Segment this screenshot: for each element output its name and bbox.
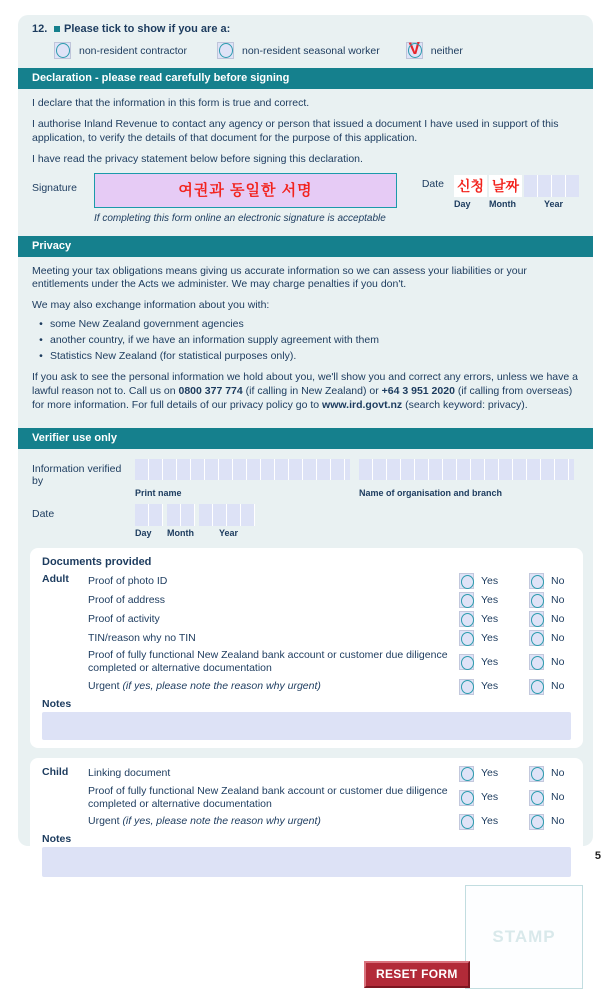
child-notes-field[interactable]	[42, 847, 571, 877]
child-row-bank-account	[42, 785, 571, 811]
yes-label: Yes	[481, 680, 499, 693]
document-item-label: Urgent	[88, 815, 123, 828]
privacy-paragraph-2: We may also exchange information about you with:	[32, 299, 270, 312]
month-caption: Month	[167, 528, 194, 539]
adult-row-urgent	[42, 679, 571, 695]
reset-form-button[interactable]: RESET FORM	[364, 961, 470, 988]
yes-label: Yes	[481, 612, 499, 625]
no-label: No	[551, 631, 565, 644]
checkbox-non-resident-contractor[interactable]	[54, 42, 71, 59]
adult-address-yes-checkbox[interactable]	[459, 592, 474, 608]
privacy-body	[18, 257, 593, 429]
adult-urgent-yes-checkbox[interactable]	[459, 679, 474, 695]
adult-bank-no-checkbox[interactable]	[529, 654, 544, 670]
bullet-text: Statistics New Zealand (for statistical purposes only).	[50, 349, 297, 362]
organisation-caption: Name of organisation and branch	[359, 488, 503, 499]
adult-row-activity	[42, 611, 571, 627]
document-item-label: Proof of fully functional New Zealand bank account or customer due diligence completed or alternative documentation	[88, 649, 448, 675]
document-item-label: Proof of address	[88, 593, 166, 606]
checkbox-neither[interactable]	[406, 38, 423, 59]
document-item-label: Urgent	[88, 680, 123, 693]
signature-field[interactable]	[94, 173, 397, 208]
adult-bank-yes-checkbox[interactable]	[459, 654, 474, 670]
date-day-field[interactable]	[454, 175, 487, 197]
option-non-resident-contractor	[54, 42, 187, 59]
no-label: No	[551, 612, 565, 625]
bullet-dot-icon: •	[39, 318, 43, 331]
phone-overseas: +64 3 951 2020	[381, 384, 455, 397]
bullet-text: some New Zealand government agencies	[50, 318, 244, 331]
yes-label: Yes	[481, 655, 499, 668]
date-label: Date	[421, 178, 444, 191]
declaration-body	[18, 89, 593, 236]
verifier-date-label: Date	[32, 508, 55, 521]
declaration-paragraph-1: I declare that the information in this form is true and correct.	[32, 97, 310, 109]
privacy-text: (search keyword: privacy).	[402, 398, 528, 411]
question-number: 12.	[32, 23, 48, 35]
signature-value: 여권과 동일한 서명	[178, 182, 313, 200]
verifier-date-month-field[interactable]	[167, 504, 195, 526]
urgent-note: (if yes, please note the reason why urgent)	[122, 680, 321, 693]
privacy-section-header: Privacy	[18, 236, 593, 257]
adult-row-photo-id	[42, 573, 571, 589]
no-label: No	[551, 815, 565, 828]
adult-row-address	[42, 592, 571, 608]
date-month-value: 날짜	[491, 178, 520, 195]
declaration-paragraph-2: I authorise Inland Revenue to contact any agency or person that issued a document I have used in support of this application, to verify the details of that document for the purpose of this application.	[32, 117, 559, 144]
footer-area	[18, 885, 593, 997]
tick-mark: V	[408, 38, 421, 59]
privacy-bullet-3	[32, 350, 579, 364]
print-name-field[interactable]	[135, 459, 350, 480]
signature-note: If completing this form online an electronic signature is acceptable	[94, 213, 386, 225]
verifier-date-year-field[interactable]	[199, 504, 255, 526]
adult-tin-no-checkbox[interactable]	[529, 630, 544, 646]
option-label: non-resident contractor	[79, 44, 187, 57]
bullet-dot-icon: •	[39, 334, 43, 347]
adult-address-no-checkbox[interactable]	[529, 592, 544, 608]
declaration-section-header: Declaration - please read carefully before signing	[18, 68, 593, 89]
information-verified-by-label: Information verified by	[32, 463, 122, 488]
privacy-text: (if calling in New Zealand) or	[242, 384, 382, 397]
adult-photo-id-no-checkbox[interactable]	[529, 573, 544, 589]
privacy-text: If you ask to see the personal information we hold about you, we'll show you and correct any errors, unless we have a lawful reason not to. Call us on	[32, 370, 578, 397]
day-caption: Day	[135, 528, 152, 539]
adult-notes-field[interactable]	[42, 712, 571, 740]
privacy-bullet-2	[32, 334, 579, 348]
checkbox-non-resident-seasonal-worker[interactable]	[217, 42, 234, 59]
child-bank-yes-checkbox[interactable]	[459, 790, 474, 806]
month-caption: Month	[489, 199, 516, 210]
date-day-value: 신청	[456, 178, 485, 195]
adult-photo-id-yes-checkbox[interactable]	[459, 573, 474, 589]
child-linking-no-checkbox[interactable]	[529, 766, 544, 782]
year-caption: Year	[544, 199, 564, 210]
privacy-paragraph-3	[32, 371, 579, 413]
verifier-section-header: Verifier use only	[18, 428, 593, 449]
document-item-label: Linking document	[88, 767, 171, 780]
documents-provided-card	[30, 548, 583, 747]
child-documents-card	[30, 758, 583, 885]
option-neither	[406, 38, 463, 59]
document-item-label: Proof of photo ID	[88, 574, 168, 587]
yes-label: Yes	[481, 593, 499, 606]
declaration-paragraph-3: I have read the privacy statement below before signing this declaration.	[32, 152, 363, 165]
privacy-bullet-1	[32, 318, 579, 332]
phone-nz: 0800 377 774	[178, 384, 243, 397]
child-linking-yes-checkbox[interactable]	[459, 766, 474, 782]
square-bullet-icon	[54, 26, 60, 32]
no-label: No	[551, 791, 565, 804]
adult-tin-yes-checkbox[interactable]	[459, 630, 474, 646]
verifier-body	[18, 449, 593, 997]
verifier-date-day-field[interactable]	[135, 504, 163, 526]
document-item-label: TIN/reason why no TIN	[88, 631, 196, 644]
no-label: No	[551, 574, 565, 587]
date-year-field[interactable]	[524, 175, 579, 197]
question-label: Please tick to show if you are a:	[64, 23, 231, 35]
print-name-caption: Print name	[135, 488, 182, 499]
option-label: non-resident seasonal worker	[241, 44, 380, 57]
day-caption: Day	[454, 199, 471, 210]
date-month-field[interactable]	[489, 175, 522, 197]
no-label: No	[551, 655, 565, 668]
stamp-box	[465, 885, 583, 989]
child-bank-no-checkbox[interactable]	[529, 790, 544, 806]
yes-label: Yes	[481, 791, 499, 804]
no-label: No	[551, 593, 565, 606]
signature-label: Signature	[32, 182, 77, 195]
website-link[interactable]: www.ird.govt.nz	[322, 398, 403, 411]
adult-row-bank-account	[42, 649, 571, 675]
bullet-text: another country, if we have an information supply agreement with them	[50, 334, 379, 347]
adult-activity-yes-checkbox[interactable]	[459, 611, 474, 627]
form-page-container	[18, 15, 593, 981]
privacy-text: (if calling from overseas) for more information. For full details of our privacy policy go to	[32, 384, 573, 411]
child-urgent-yes-checkbox[interactable]	[459, 814, 474, 830]
yes-label: Yes	[481, 767, 499, 780]
adult-label: Adult	[42, 573, 69, 586]
adult-activity-no-checkbox[interactable]	[529, 611, 544, 627]
child-row-linking	[42, 766, 571, 782]
adult-notes-label: Notes	[42, 697, 72, 710]
yes-label: Yes	[481, 631, 499, 644]
document-item-label: Proof of activity	[88, 612, 160, 625]
child-label: Child	[42, 765, 69, 778]
organisation-field[interactable]	[359, 459, 574, 480]
child-row-urgent	[42, 814, 571, 830]
yes-label: Yes	[481, 815, 499, 828]
yes-label: Yes	[481, 574, 499, 587]
child-urgent-no-checkbox[interactable]	[529, 814, 544, 830]
page-number: 5	[594, 850, 601, 862]
stamp-label: STAMP	[492, 926, 556, 946]
bullet-dot-icon: •	[39, 349, 43, 362]
declaration-date-group	[422, 173, 579, 211]
document-item-label: Proof of fully functional New Zealand bank account or customer due diligence completed or alternative documentation	[88, 784, 448, 810]
year-caption: Year	[219, 528, 239, 539]
adult-urgent-no-checkbox[interactable]	[529, 679, 544, 695]
question-12-section	[18, 15, 593, 68]
adult-row-tin	[42, 630, 571, 646]
privacy-paragraph-1: Meeting your tax obligations means giving us accurate information so we can assess your liabilities or your entitlements under the Acts we administer. We may charge penalties if you don't.	[32, 264, 527, 291]
urgent-note: (if yes, please note the reason why urgent)	[122, 815, 321, 828]
option-non-resident-seasonal-worker	[217, 42, 380, 59]
no-label: No	[551, 767, 565, 780]
no-label: No	[551, 680, 565, 693]
option-label: neither	[430, 44, 463, 57]
child-notes-label: Notes	[42, 832, 72, 845]
documents-provided-heading: Documents provided	[42, 556, 152, 569]
